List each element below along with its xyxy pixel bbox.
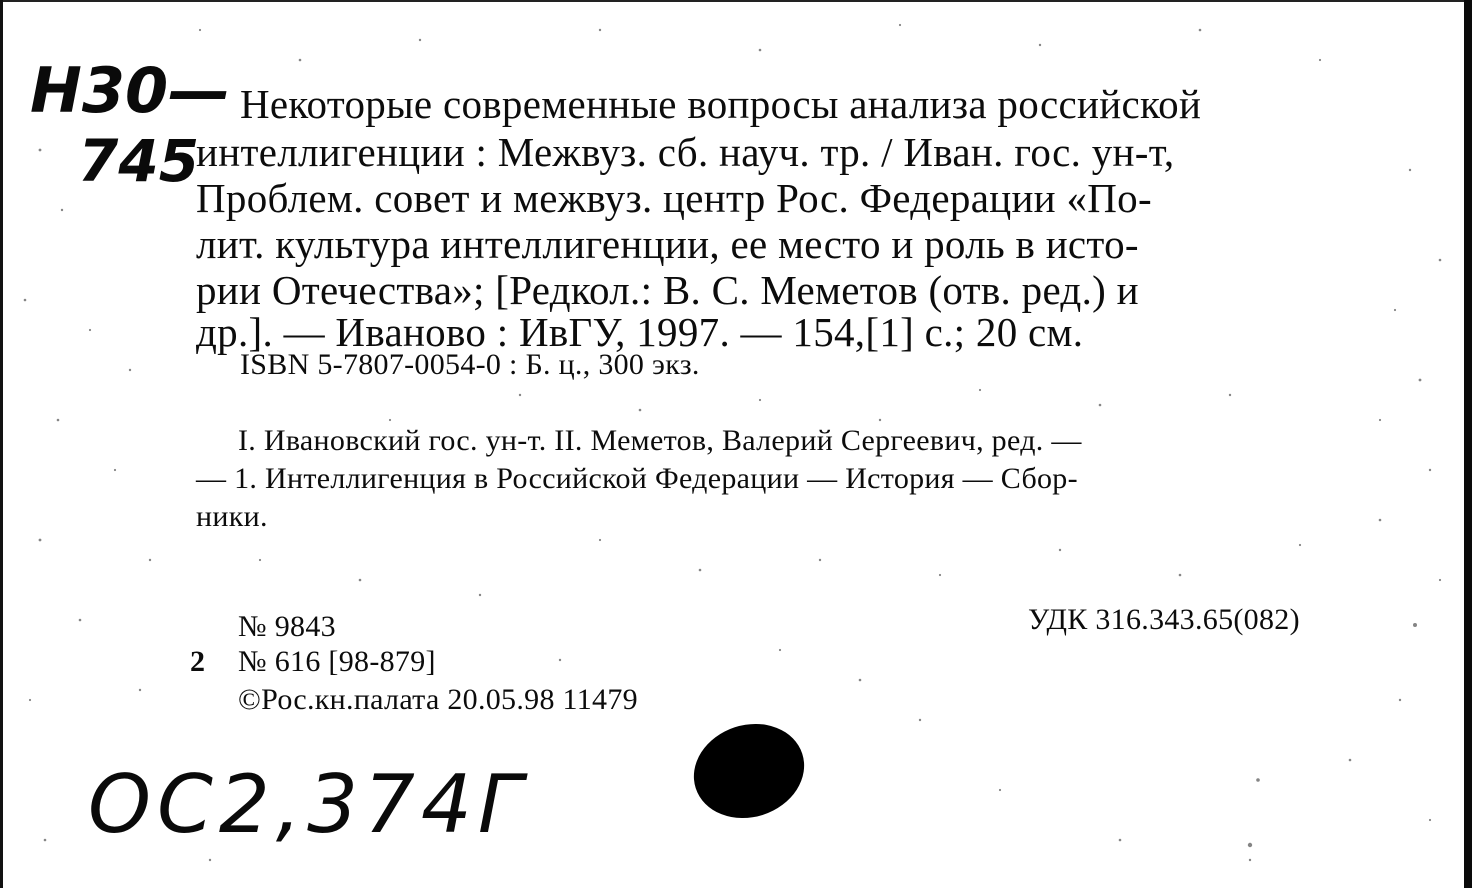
card-left-edge <box>0 0 3 888</box>
card-right-edge <box>1464 0 1472 888</box>
udc-code: УДК 316.343.65(082) <box>1028 603 1300 636</box>
card-top-edge <box>0 0 1472 2</box>
call-number-top: Н30— <box>30 54 231 127</box>
punch-hole <box>682 710 817 832</box>
tracing-line-2: — 1. Интеллигенция в Российской Федерации — История — Сбор- <box>196 462 1078 495</box>
tracing-line-3: ники. <box>196 500 268 533</box>
tracing-line-1: I. Ивановский гос. ун-т. II. Меметов, Валерий Сергеевич, ред. — <box>238 424 1082 457</box>
call-number-bottom: 745 <box>78 127 200 195</box>
isbn-line: ISBN 5-7807-0054-0 : Б. ц., 300 экз. <box>240 348 700 381</box>
description-line-2: интеллигенции : Межвуз. сб. науч. тр. / Иван. гос. ун-т, <box>196 129 1175 175</box>
second-number-prefix: 2 <box>190 645 206 678</box>
record-number: № 9843 <box>238 610 336 643</box>
description-line-3: Проблем. совет и межвуз. центр Рос. Федерации «По- <box>196 175 1152 221</box>
description-line-5: рии Отечества»; [Редкол.: В. С. Меметов (отв. ред.) и <box>196 267 1139 313</box>
description-line-6: др.]. — Иваново : ИвГУ, 1997. — 154,[1] с.; 20 см. <box>196 309 1084 355</box>
handwritten-shelf-mark: ОС2,374Г <box>88 758 529 851</box>
description-line-4: лит. культура интеллигенции, ее место и роль в исто- <box>196 221 1139 267</box>
second-number: № 616 [98-879] <box>238 645 436 678</box>
description-line-1: Некоторые современные вопросы анализа российской <box>240 81 1202 127</box>
book-chamber-line: ©Рос.кн.палата 20.05.98 11479 <box>238 683 638 716</box>
